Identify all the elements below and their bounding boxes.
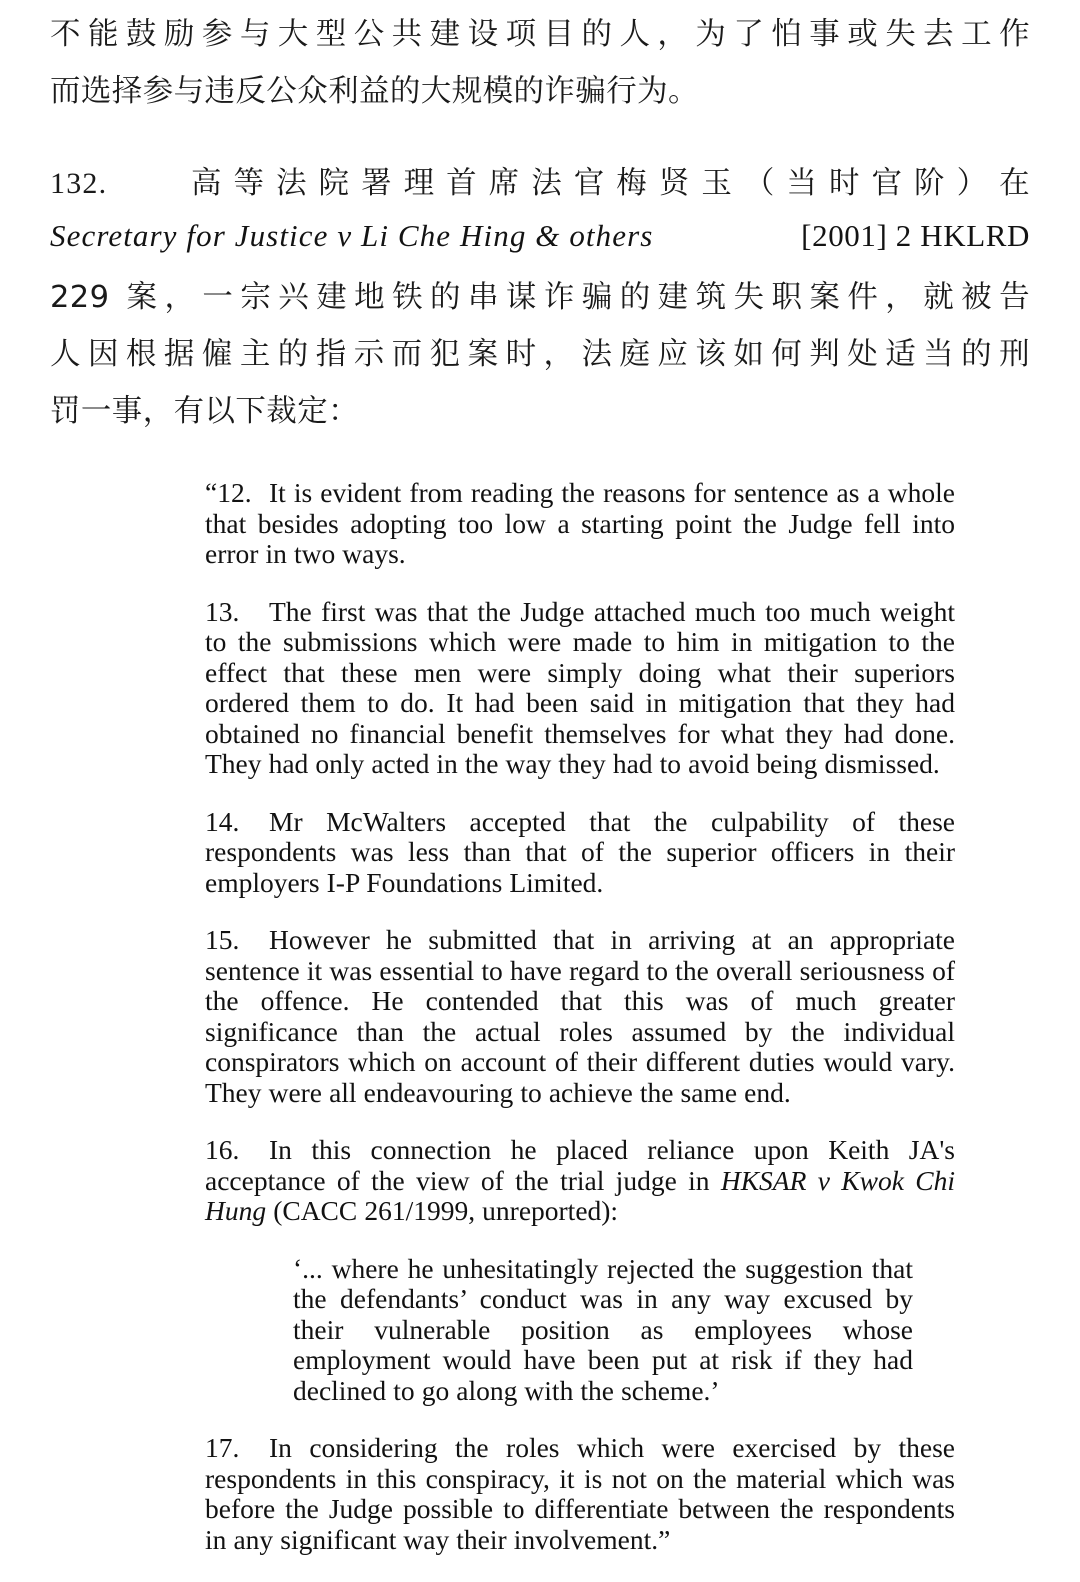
quoted-paragraph-16 bbox=[205, 1135, 955, 1227]
quoted-paragraph-13 bbox=[205, 597, 955, 780]
chinese-paragraph-132-line1 bbox=[50, 155, 1030, 212]
chinese-paragraph-continued bbox=[50, 6, 1030, 120]
paragraph-number: 15. bbox=[205, 924, 240, 955]
case-name-italic: Secretary for Justice v Li Che Hing & others bbox=[50, 218, 654, 253]
inner-quotation-block bbox=[205, 1254, 955, 1407]
quoted-paragraph-12 bbox=[205, 478, 955, 570]
chinese-text: 高等法院署理首席法官梅贤玉（当时官阶）在 bbox=[179, 166, 1030, 201]
paragraph-number: 16. bbox=[205, 1134, 240, 1165]
case-name-italic: HKSAR v Kwok Chi Hung bbox=[205, 1164, 955, 1226]
paragraph-text: It is evident from reading the reasons for sentence as a whole that besides adopting too low a starting point the Judge fell into error in two ways. bbox=[205, 477, 955, 569]
paragraph-text: However he submitted that in arriving at an appropriate sentence it was essential to have regard to the overall seriousness of the offence. He contended that this was of much greater significance than the actual roles assumed by the individual conspirators which on account of their different duties would vary. They were all endeavouring to achieve the same end. bbox=[205, 924, 955, 1108]
paragraph-text: In considering the roles which were exercised by these respondents in this conspiracy, it is not on the material which was before the Judge possible to differentiate between the respondents in any significant way their involvement.” bbox=[205, 1432, 955, 1555]
paragraph-number: 14. bbox=[205, 805, 240, 837]
paragraph-number: 17. bbox=[205, 1432, 240, 1463]
chinese-paragraph-132-line3: 229 案，一宗兴建地铁的串谋诈骗的建筑失职案件，就被告 bbox=[50, 280, 1030, 315]
paragraph-text: The first was that the Judge attached much too much weight to the submissions which were made to him in mitigation to the effect that these men were simply doing what their superiors ordered them to do. It had been said in mitigation that they had obtained no financial benefit themselves for what they had done. They had only acted in the way they had to avoid being dismissed. bbox=[205, 595, 955, 779]
quoted-paragraph-17 bbox=[205, 1433, 955, 1555]
paragraph-text-before-citation: In this connection he placed reliance upon Keith JA's acceptance of the view of the trial judge in bbox=[205, 1134, 955, 1196]
inner-quotation-text: ‘... where he unhesitatingly rejected the suggestion that the defendants’ conduct was in any way excused by their vulnerable position as employees whose employment would have been put at risk if they had declined to go along with the scheme.’ bbox=[293, 1252, 913, 1406]
paragraph-text: Mr McWalters accepted that the culpability of these respondents was less than that of the superior officers in their employers I-P Foundations Limited. bbox=[205, 805, 955, 898]
paragraph-text-after-citation: (CACC 261/1999, unreported): bbox=[266, 1195, 619, 1226]
case-report-reference: [2001] 2 HKLRD bbox=[801, 218, 1030, 253]
case-citation-line bbox=[50, 216, 1030, 256]
chinese-line: 不能鼓励参与大型公共建设项目的人，为了怕事或失去工作 bbox=[50, 17, 1030, 52]
chinese-line: 而选择参与违反公众利益的大规模的诈骗行为。 bbox=[50, 74, 699, 109]
chinese-paragraph-132 bbox=[50, 155, 1030, 440]
chinese-paragraph-132-line4: 人因根据僱主的指示而犯案时，法庭应该如何判处适当的刑 bbox=[50, 337, 1030, 372]
quoted-extract-block bbox=[205, 478, 955, 1582]
chinese-paragraph-132-line5: 罚一事，有以下裁定： bbox=[50, 394, 359, 429]
quoted-paragraph-14 bbox=[205, 807, 955, 899]
paragraph-number: 13. bbox=[205, 595, 240, 627]
paragraph-number: “12. bbox=[205, 477, 252, 508]
paragraph-number: 132. bbox=[50, 167, 108, 200]
quoted-paragraph-15 bbox=[205, 925, 955, 1108]
